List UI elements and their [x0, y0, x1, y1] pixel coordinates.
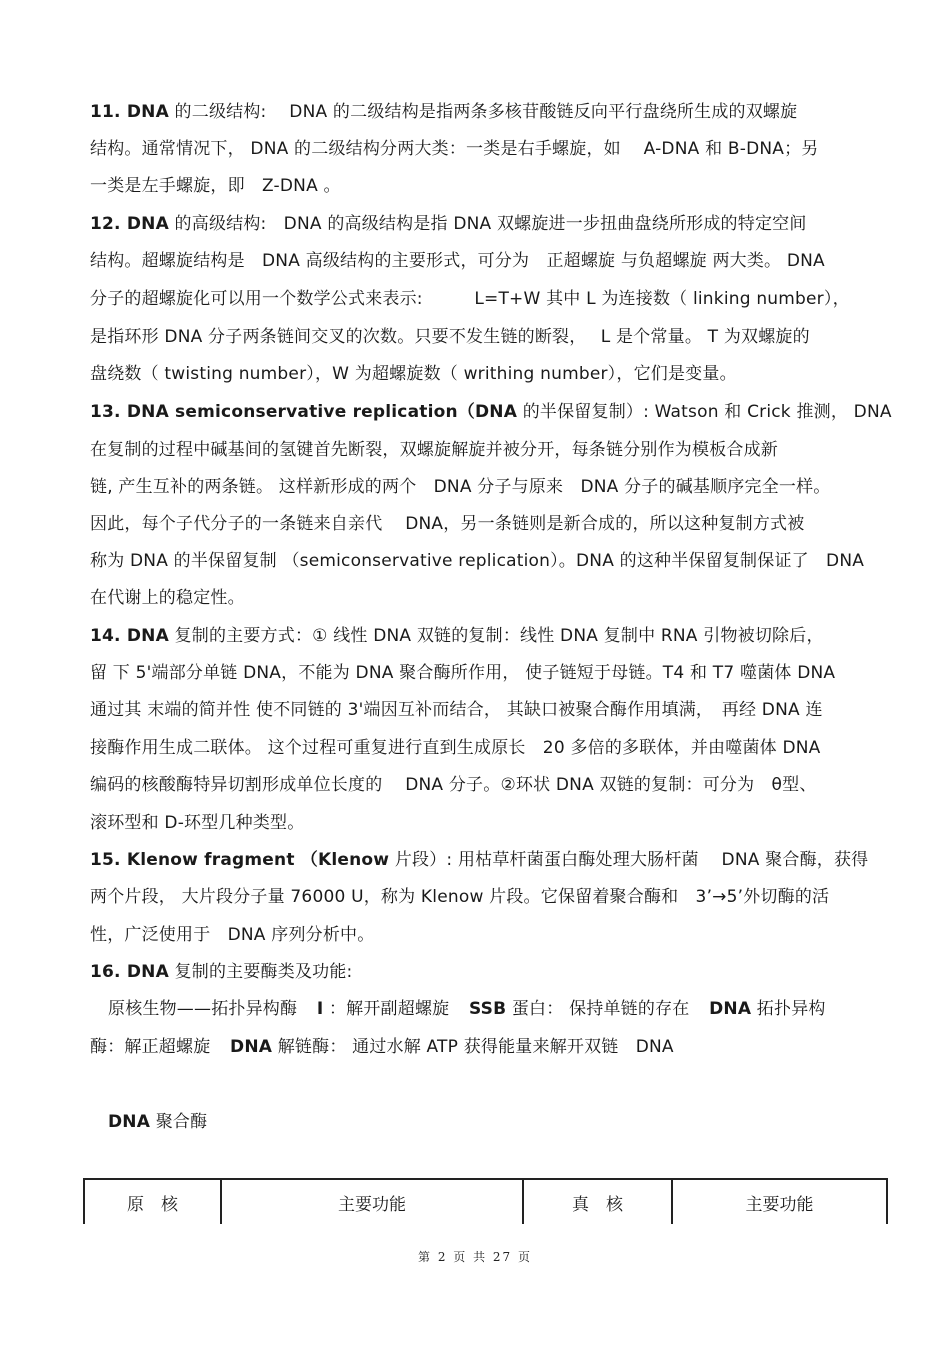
section-12-line-4: 是指环形 DNA 分子两条链间交叉的次数。只要不发生链的断裂， L 是个常量。 T 为双螺旋的 — [90, 327, 810, 347]
section-13-heading: 13. DNA semiconservative replication（DNA — [90, 402, 518, 422]
section-13-line-2: 在复制的过程中碱基间的氢键首先断裂，双螺旋解旋并被分开，每条链分别作为模板合成新 — [90, 440, 778, 460]
section-14-line-4: 接酶作用生成二联体。 这个过程可重复进行直到生成原长 20 多倍的多联体，并由噬菌体 DNA — [90, 738, 821, 758]
section-15-line-3: 性，广泛使用于 DNA 序列分析中。 — [90, 925, 375, 945]
section-12-heading: 12. DNA — [90, 214, 169, 234]
table-header-eukaryote: 真 核 — [523, 1179, 672, 1224]
section-13-line-5: 称为 DNA 的半保留复制 （semiconservative replication）。DNA 的这种半保留复制保证了 DNA — [90, 551, 865, 571]
section-13-line-6: 在代谢上的稳定性。 — [90, 588, 245, 608]
table-header-function-1: 主要功能 — [221, 1179, 523, 1224]
table-header-function-2: 主要功能 — [672, 1179, 887, 1224]
section-16-line-4: DNA 聚合酶 — [108, 1112, 208, 1132]
section-16-line-2: 原核生物——拓扑异构酶 I ：解开副超螺旋 SSB 蛋白： 保持单链的存在 DNA 拓扑异构 — [108, 999, 826, 1019]
section-16-line-1: 16. DNA 复制的主要酶类及功能: — [90, 962, 353, 982]
section-14-heading: 14. DNA — [90, 626, 169, 646]
section-12-line-1: 12. DNA 的高级结构: DNA 的高级结构是指 DNA 双螺旋进一步扭曲盘绕所形成的特定空间 — [90, 214, 807, 234]
section-12-line-3: 分子的超螺旋化可以用一个数学公式来表示: L=T+W 其中 L 为连接数（ linking number）， — [90, 289, 850, 309]
section-13-line-1: 13. DNA semiconservative replication（DNA 的半保留复制）: Watson 和 Crick 推测， DNA — [90, 402, 892, 422]
section-11-line-3: 一类是左手螺旋，即 Z-DNA 。 — [90, 176, 341, 196]
section-15-heading: 15. Klenow fragment （Klenow — [90, 850, 390, 870]
section-16-line-3: 酶：解正超螺旋 DNA 解链酶： 通过水解 ATP 获得能量来解开双链 DNA — [90, 1037, 674, 1057]
page-footer: 第 2 页 共 27 页 — [418, 1250, 532, 1264]
section-15-line-2: 两个片段， 大片段分子量 76000 U，称为 Klenow 片段。它保留着聚合酶和 3’→5’外切酶的活 — [90, 887, 830, 907]
section-15-line-1: 15. Klenow fragment （Klenow 片段）: 用枯草杆菌蛋白酶处理大肠杆菌 DNA 聚合酶，获得 — [90, 850, 869, 870]
section-11-line-2: 结构。通常情况下， DNA 的二级结构分两大类：一类是右手螺旋，如 A-DNA 和 B-DNA；另 — [90, 139, 819, 159]
section-14-line-6: 滚环型和 D-环型几种类型。 — [90, 813, 305, 833]
table-header-prokaryote: 原 核 — [84, 1179, 221, 1224]
table-header-row — [84, 1179, 887, 1224]
section-13-line-4: 因此，每个子代分子的一条链来自亲代 DNA，另一条链则是新合成的，所以这种复制方式被 — [90, 514, 805, 534]
section-14-line-5: 编码的核酸酶特异切割形成单位长度的 DNA 分子。②环状 DNA 双链的复制：可分为 θ型、 — [90, 775, 817, 795]
section-14-line-1: 14. DNA 复制的主要方式：① 线性 DNA 双链的复制：线性 DNA 复制中 RNA 引物被切除后， — [90, 626, 824, 646]
section-13-line-3: 链, 产生互补的两条链。 这样新形成的两个 DNA 分子与原来 DNA 分子的碱基顺序完全一样。 — [90, 477, 831, 497]
section-14-line-3: 通过其 末端的简并性 使不同链的 3'端因互补而结合， 其缺口被聚合酶作用填满， 再经 DNA 连 — [90, 700, 823, 720]
section-11-heading: 11. DNA — [90, 102, 169, 122]
section-12-line-5: 盘绕数（ twisting number），W 为超螺旋数（ writhing number），它们是变量。 — [90, 364, 737, 384]
section-14-line-2: 留 下 5'端部分单链 DNA，不能为 DNA 聚合酶所作用， 使子链短于母链。T4 和 T7 噬菌体 DNA — [90, 663, 836, 683]
section-11-line-1: 11. DNA 的二级结构: DNA 的二级结构是指两条多核苷酸链反向平行盘绕所生成的双螺旋 — [90, 102, 798, 122]
enzyme-function-table — [83, 1178, 888, 1224]
section-16-heading: 16. DNA — [90, 962, 169, 982]
section-12-line-2: 结构。超螺旋结构是 DNA 高级结构的主要形式，可分为 正超螺旋 与负超螺旋 两大类。 DNA — [90, 251, 825, 271]
